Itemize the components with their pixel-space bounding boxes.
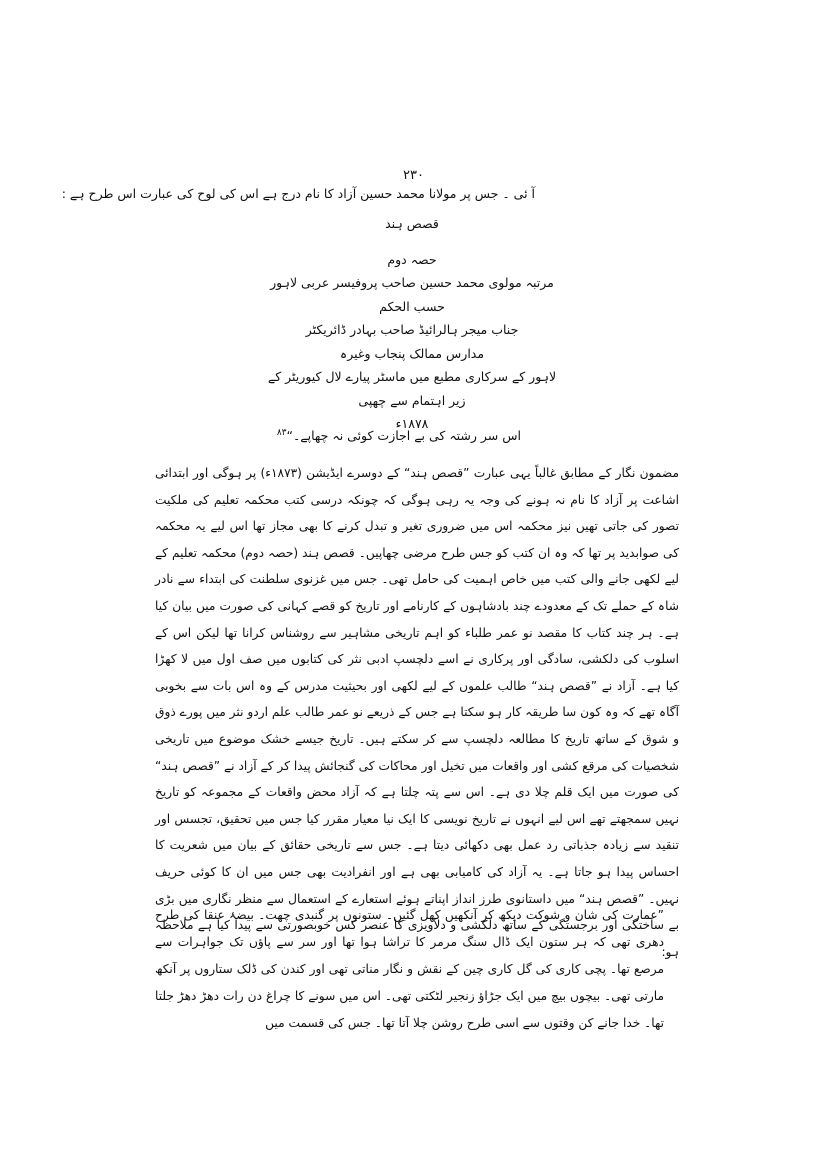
title-line-7: لاہور کے سرکاری مطبع میں ماسٹر پیارے لال کیوریٹر کے bbox=[267, 369, 557, 384]
block-quote bbox=[155, 902, 664, 1037]
title-line-2: حصہ دوم bbox=[387, 251, 437, 267]
title-line-5: جناب میجر ہالرائیڈ صاحب بہادر ڈائریکٹر bbox=[305, 322, 519, 337]
title-line-3: مرتبہ مولوی محمد حسین صاحب پروفیسر عربی لاہور bbox=[270, 275, 554, 290]
footnote-marker: ۸۳ bbox=[276, 428, 287, 438]
intro-line: آ ئی ۔ جس پر مولانا محمد حسین آزاد کا نام درج ہے اس کی لوح کی عبارت اس طرح ہے : bbox=[61, 186, 535, 201]
title-line-year: ۱۸۷۸ء bbox=[395, 416, 429, 431]
title-line-8: زیر اہتمام سے چھپی bbox=[358, 392, 466, 408]
book-title-page-block bbox=[262, 212, 562, 436]
copyright-note-text: اس سر رشتہ کی بے اجازت کوئی نہ چھاپے۔“ bbox=[286, 428, 521, 444]
title-line-6: مدارس ممالک پنجاب وغیرہ bbox=[339, 345, 485, 361]
body-paragraph-block bbox=[155, 460, 679, 965]
page-number: ۲۳۰ bbox=[403, 168, 424, 183]
body-paragraph: مضمون نگار کے مطابق غالباً یہی عبارت ”قصص ہند“ کے دوسرے ایڈیشن (۱۸۷۳ء) پر ہوگی اور ابتدائی اشاعت پر آزاد کا نام نہ ہونے کی وجہ یہ رہی ہوگی کہ چونکہ درسی کتب محکمہ تعلیم کی ملکیت تصور کی جاتی تھیں نیز محکمہ اس میں ضروری تغیر و تبدل کرنے کا بھی مجاز تھا اس لیے یہ محکمہ کی صوابدید پر تھا کہ وہ ان کتب کو جس طرح مرضی چھاپیں۔ قصص ہند (حصہ دوم) محکمہ تعلیم کے لیے لکھی جانے والی کتب میں خاص اہمیت کی حامل تھی۔ جس میں غزنوی سلطنت کی ابتداء سے نادر شاہ کے حملے تک کے معدودے چند بادشاہوں کے کارنامے اور تاریخ کو قصے کہانی کی صورت میں بیان کیا ہے۔ ہر چند کتاب کا مقصد نو عمر طلباء کو اہم تاریخی مشاہیر سے روشناس کرانا تھا لیکن اس کے اسلوب کی دلکشی، سادگی اور پرکاری نے اسے دلچسپ ادبی نثر کی کتابوں میں صف اول میں لا کھڑا کیا ہے۔ آزاد نے ”قصص ہند“ طالب علموں کے لیے لکھی اور بحیثیت مدرس کے وہ اس بات سے بخوبی آگاہ تھے کہ وہ کون سا طریقہ کار ہو سکتا ہے جس کے ذریعے نو عمر طالب علم اردو نثر میں پورے ذوق و شوق کے ساتھ تاریخ کا مطالعہ دلچسپ سے کر سکتے ہیں۔ تاریخ جیسے خشک موضوع میں تاریخی شخصیات کی مرقع کشی اور واقعات میں تخیل اور محاکات کی گنجائش پیدا کر کے آزاد نے ”قصص ہند“ کی صورت میں ایک قلم چلا دی ہے۔ اس سے پتہ چلتا ہے کہ آزاد محض واقعات کے مجموعہ کو تاریخ نہیں سمجھتے تھے اس لیے انہوں نے تاریخ نویسی کا ایک نیا معیار مقرر کیا جس میں تحقیق، تجسس اور تنقید سے زیادہ جذباتی رد عمل بھی دکھائی دیتا ہے۔ جس سے تاریخی حقائق کے بیان میں شعریت کا احساس پیدا ہو جاتا ہے۔ یہ آزاد کی کامیابی بھی ہے اور انفرادیت بھی جس میں ان کا کوئی حریف نہیں۔ ”قصص ہند“ میں داستانوی طرز انداز اپناتے ہوئے استعارے کے استعمال سے منظر نگاری میں بڑی بے ساختگی اور برجستگی کے ساتھ دلکشی و دلآویزی کا عنصر کس خوبصورتی سے پیدا کیا ہے ملاحظہ ہو: bbox=[155, 466, 679, 959]
title-line-1: قصص ہند bbox=[385, 216, 439, 231]
title-line-4: حسب الحکم bbox=[379, 298, 445, 314]
quote-paragraph: ”عمارت کی شان و شوکت دیکھ کر آنکھیں کھل گئیں۔ ستونوں پر گنبدی چھت۔ بیضۂ عنقا کی طرح دھری تھی کہ ہر ستون ایک ڈال سنگ مرمر کا تراشا ہوا تھا اور سر سے پاؤں تک جواہرات سے مرصع تھا۔ پچی کاری کی گل کاری چین کے نقش و نگار مناتی تھی اور کندن کی ڈلک ستاروں پر آنکھ مارتی تھی۔ بیچوں بیچ میں ایک جڑاؤ زنجیر لٹکتی تھی۔ اس میں سونے کا چراغ دن رات دھڑ دھڑ جلتا تھا۔ خدا جانے کن وقتوں سے اسی طرح روشن چلا آتا تھا۔ جس کی قسمت میں bbox=[155, 908, 664, 1030]
title-gap bbox=[262, 236, 562, 248]
copyright-note bbox=[277, 428, 521, 443]
